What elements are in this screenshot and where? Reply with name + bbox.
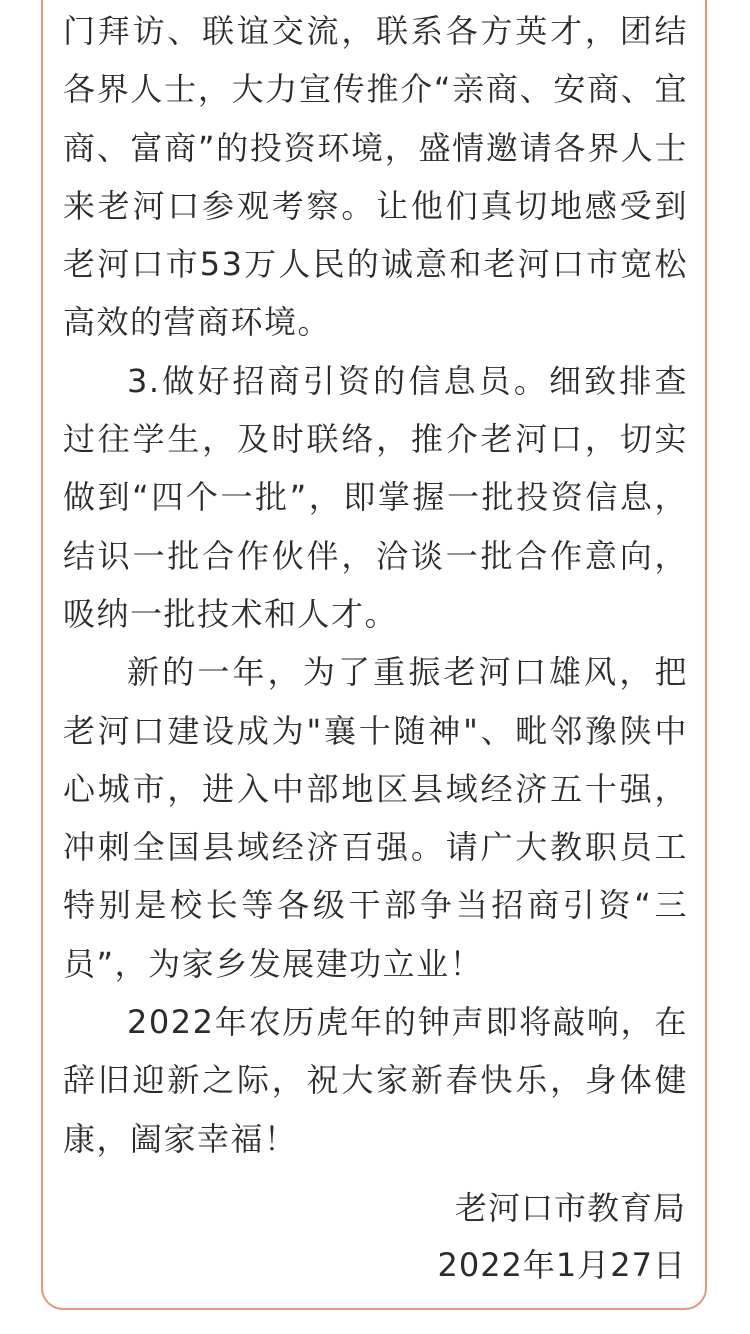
paragraph-1: 门拜访、联谊交流，联系各方英才，团结各界人士，大力宣传推介“亲商、安商、宜商、富商”的投资环境，盛情邀请各界人士来老河口参观考察。让他们真切地感受到老河口市53万人民的诚意和老河口市宽松高效的营商环境。 [63, 12, 688, 342]
paragraph-3: 新的一年，为了重振老河口雄风，把老河口建设成为"襄十随神"、毗邻豫陕中心城市，进入中部地区县域经济五十强，冲刺全国县域经济百强。请广大教职员工特别是校长等各级干部争当招商引资“三员”，为家乡发展建功立业！ [63, 653, 688, 983]
paragraph-4: 2022年农历虎年的钟声即将敲响，在辞旧迎新之际，祝大家新春快乐，身体健康，阖家幸福！ [63, 1003, 688, 1158]
article-body [63, 2, 688, 1168]
signature-date: 2022年1月27日 [437, 1246, 686, 1284]
signature-organization: 老河口市教育局 [454, 1189, 686, 1227]
paragraph-2: 3.做好招商引资的信息员。细致排查过往学生，及时联络，推介老河口，切实做到“四个一批”，即掌握一批投资信息，结识一批合作伙伴，洽谈一批合作意向，吸纳一批技术和人才。 [63, 361, 688, 633]
